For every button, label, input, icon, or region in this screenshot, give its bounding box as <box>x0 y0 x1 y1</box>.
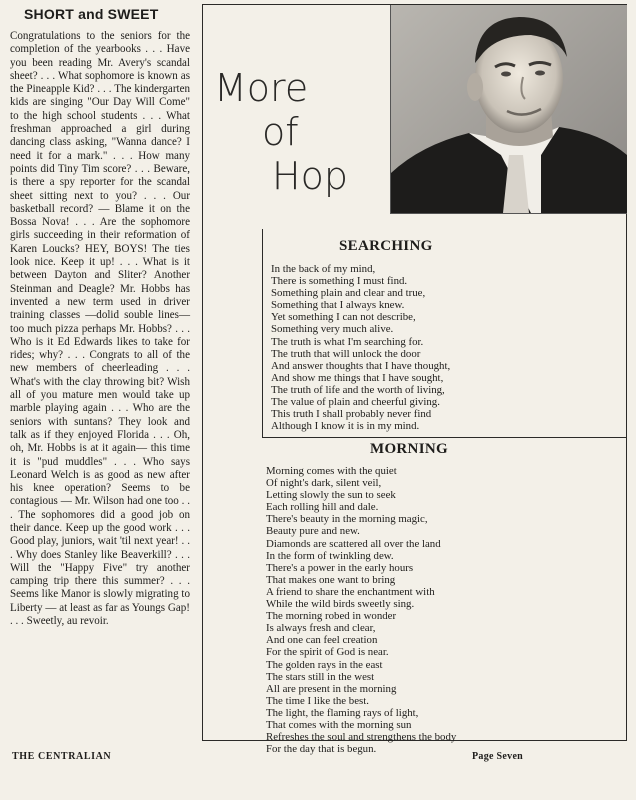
poem-line: Yet something I can not describe, <box>271 311 416 324</box>
hop-title-line-3: Hop <box>272 154 348 198</box>
poem-line: Morning comes with the quiet <box>266 465 397 477</box>
poem-line: The time I like the best. <box>266 694 369 707</box>
poem-line: In the form of twinkling dew. <box>266 549 394 562</box>
poem-line: That comes with the morning sun <box>266 718 412 731</box>
hop-title-line-1: More <box>214 66 309 110</box>
poem-line: Something that I always knew. <box>271 299 405 312</box>
poem-line: Refreshes the soul and strengthens the body <box>266 731 457 744</box>
poem-line: There's a power in the early hours <box>266 561 414 574</box>
publication-name: THE CENTRALIAN <box>12 751 112 762</box>
poem-line: And answer thoughts that I have thought, <box>271 359 451 372</box>
poem-line: A friend to share the enchantment with <box>266 585 435 598</box>
poem-line: Letting slowly the sun to seek <box>266 489 396 502</box>
poem-line: And one can feel creation <box>266 634 378 647</box>
morning-poem-lines <box>266 465 456 755</box>
poem-line: The truth that will unlock the door <box>271 347 421 360</box>
poem-line: Something plain and clear and true, <box>271 287 426 300</box>
searching-poem-lines <box>271 263 450 432</box>
poem-line: The truth of life and the worth of living, <box>271 383 445 396</box>
poem-line: The light, the flaming rays of light, <box>266 706 419 719</box>
poem-line: This truth I shall probably never find <box>271 408 432 421</box>
poem-line: There's beauty in the morning magic, <box>266 513 428 526</box>
poem-line: Beauty pure and new. <box>266 525 360 538</box>
poem-line: In the back of my mind, <box>271 263 376 275</box>
poem-line: Each rolling hill and dale. <box>266 501 379 514</box>
poem-line: The truth is what I'm searching for. <box>271 335 424 348</box>
column-title: SHORT and SWEET <box>24 6 159 22</box>
portrait-photo-image <box>391 5 627 213</box>
page-number: Page Seven <box>472 751 524 762</box>
poem-line: While the wild birds sweetly sing. <box>266 598 415 611</box>
poem-line: Something very much alive. <box>271 323 394 336</box>
poem-line: Of night's dark, silent veil, <box>266 477 382 490</box>
morning-poem-title: MORNING <box>370 441 448 457</box>
poem-line: The golden rays in the east <box>266 658 383 671</box>
poem-line: Diamonds are scattered all over the land <box>266 537 441 550</box>
poem-line: The value of plain and cheerful giving. <box>271 396 440 409</box>
poem-line: For the day that is begun. <box>266 743 377 756</box>
searching-poem-title: SEARCHING <box>339 238 433 254</box>
poem-line: Is always fresh and clear, <box>266 622 376 635</box>
poem-line: For the spirit of God is near. <box>266 646 389 659</box>
portrait-photo <box>390 5 627 214</box>
more-of-hop-title <box>212 66 348 198</box>
poem-line: The morning robed in wonder <box>266 610 397 623</box>
poem-line: There is something I must find. <box>271 275 408 288</box>
poem-line: The stars still in the west <box>266 670 375 683</box>
poem-line: And show me things that I have sought, <box>271 371 444 384</box>
hop-title-line-2: of <box>262 110 299 154</box>
poem-line: That makes one want to bring <box>266 573 396 586</box>
poem-line: Although I know it is in my mind. <box>271 420 420 433</box>
poem-line: All are present in the morning <box>266 682 397 695</box>
gossip-column-text: Congratulations to the seniors for the completion of the yearbooks . . . Have you been reading Mr. Avery's scandal sheet? . . . What sophomore is known as the Pineapple Kid? . . . The kindergarten kids are singing "Our Day Will Come" to the high school students . . . What freshman approached a girl during dancing class asking, "Wanna dance? I need it for a mark." . . . How many points did Tiny Tim score? . . . Beware, is there a spy reporter for the scandal sheet sitting next to you? . . . Our basketball record? — Blame it on the Bossa Nova! . . . Are the sophomore girls succeeding in their reformation of Karen Loucks? HEY, BOYS! The ties look nice. Keep it up! . . . What is it between Dayton and Sliter? Another Steinman and Deagle? Mr. Hobbs has invented a new term used in driver training classes —dolid souble lines— too much pizza perhaps Mr. Hobbs? . . . Who is it Ed Edwards likes to take for rides; why? . . . Congrats to all of the new members of cheerleading . . . What's with the clay throwing bit? Wish all of you mature men would take up marble playing again . . . Who are the seniors with suntans? They look and talk as if they enjoyed Florida . . . Oh, oh, Mr. Hobbs is at it again— this time it is "pud muddles" . . . Who says Leonard Welch is as good as new after his knee operation? Seems to be contagious — Mr. Wilson had one too . . . The sophomores did a good job on their dance. Keep up the good work . . . Good play, juniors, wait 'til next year! . . . Why does Stanley like Beaverkill? . . . Will the "Happy Five" try another camping trip there this summer? . . . Seems like Manor is slowly migrating to Liberty — at least as far as Youngs Gap! . . . Sweetly, au revoir. <box>10 30 190 628</box>
